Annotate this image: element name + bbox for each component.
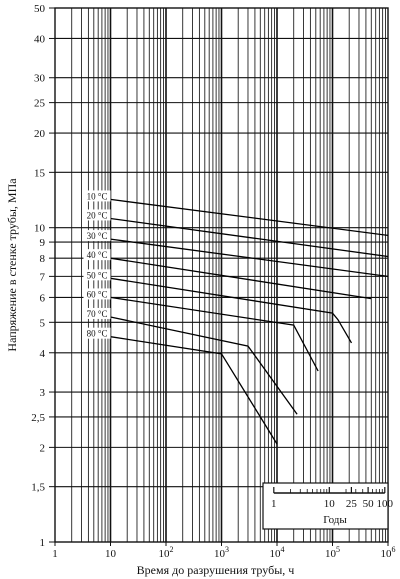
y-tick-label: 1,5 bbox=[31, 481, 45, 494]
y-tick-label: 20 bbox=[34, 128, 45, 141]
y-tick-label: 9 bbox=[39, 237, 45, 250]
series-line bbox=[111, 219, 389, 257]
y-tick-label: 30 bbox=[34, 72, 45, 85]
years-scale-label: Годы bbox=[323, 514, 347, 526]
series-label: 60 °C bbox=[86, 289, 108, 300]
x-tick-label: 1 bbox=[52, 548, 58, 560]
y-tick-label: 50 bbox=[34, 3, 45, 15]
series-line bbox=[111, 199, 389, 235]
x-tick-label: $10^4$ bbox=[269, 545, 285, 560]
y-tick-label: 1 bbox=[39, 537, 45, 549]
y-tick-label: 8 bbox=[39, 253, 45, 266]
series-label: 40 °C bbox=[86, 250, 108, 261]
series-label: 20 °C bbox=[86, 210, 108, 221]
series-line bbox=[111, 297, 319, 371]
x-axis-label: Время до разрушения трубы, ч bbox=[136, 563, 295, 577]
y-tick-label: 2,5 bbox=[31, 411, 45, 424]
y-tick-label: 7 bbox=[39, 271, 45, 284]
y-tick-label: 15 bbox=[34, 167, 45, 180]
y-tick-label: 25 bbox=[34, 97, 45, 110]
y-tick-label: 10 bbox=[34, 222, 45, 235]
x-tick-label: $10^5$ bbox=[325, 545, 340, 560]
x-tick-exponent: 3 bbox=[225, 545, 229, 554]
x-tick-labels bbox=[52, 542, 395, 560]
x-tick-exponent: 5 bbox=[336, 545, 340, 554]
y-tick-label: 3 bbox=[39, 387, 45, 400]
y-axis-label: Напряжение в стенке трубы, МПа bbox=[5, 178, 19, 352]
y-tick-label: 40 bbox=[34, 33, 45, 46]
y-tick-label: 2 bbox=[39, 442, 45, 455]
x-tick-label: 10 bbox=[105, 548, 116, 560]
years-tick-label: 100 bbox=[376, 498, 394, 510]
series-labels bbox=[84, 190, 111, 338]
x-tick-exponent: 4 bbox=[280, 545, 285, 554]
years-tick-label: 50 bbox=[362, 498, 374, 510]
x-tick-label: $10^3$ bbox=[214, 545, 229, 560]
years-tick-label: 10 bbox=[323, 498, 335, 510]
series-label: 80 °C bbox=[86, 328, 108, 339]
series-label: 30 °C bbox=[86, 231, 108, 242]
years-tick-label: 1 bbox=[271, 498, 277, 510]
years-scale-box bbox=[263, 483, 394, 529]
y-tick-labels bbox=[31, 3, 55, 549]
series-lines bbox=[111, 199, 389, 444]
x-tick-label: $10^2$ bbox=[158, 545, 174, 560]
series-label: 70 °C bbox=[86, 308, 108, 319]
years-tick-label: 25 bbox=[345, 498, 357, 510]
x-tick-exponent: 6 bbox=[391, 545, 396, 554]
series-label: 50 °C bbox=[86, 270, 108, 281]
series-line bbox=[111, 317, 298, 414]
x-tick-exponent: 2 bbox=[169, 545, 174, 554]
y-tick-label: 6 bbox=[39, 292, 45, 305]
y-tick-label: 5 bbox=[39, 317, 45, 330]
x-tick-label: $10^6$ bbox=[380, 545, 396, 560]
y-tick-label: 4 bbox=[39, 347, 45, 360]
series-label: 10 °C bbox=[86, 191, 108, 202]
